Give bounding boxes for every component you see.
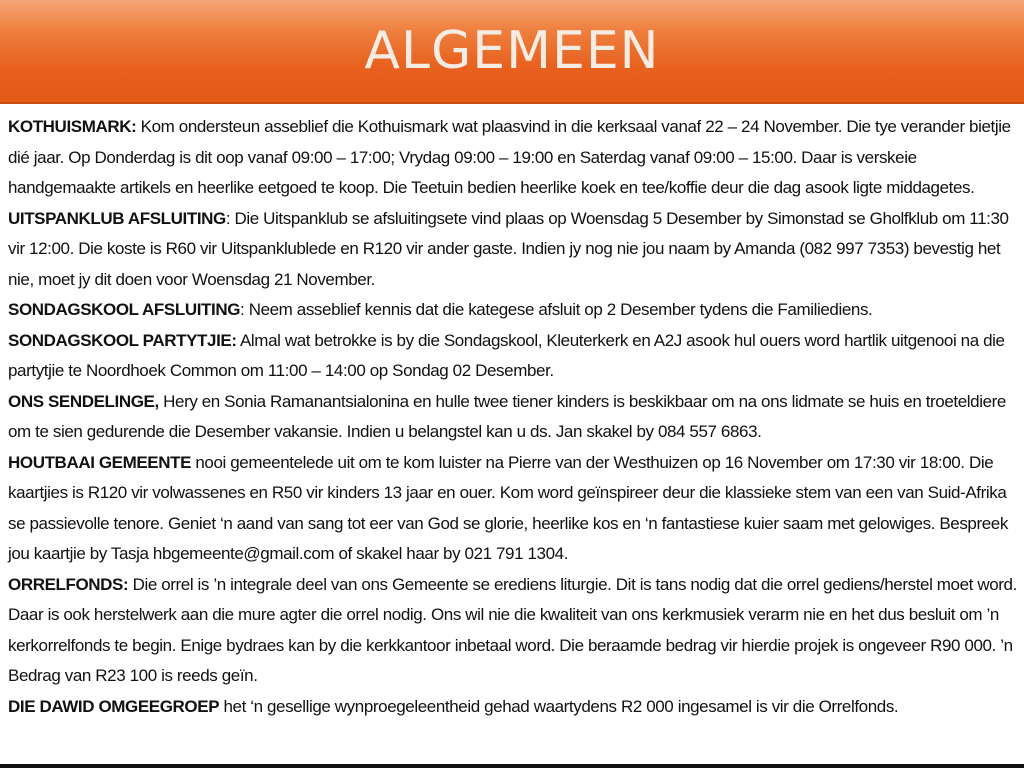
page-title: ALGEMEEN: [364, 21, 660, 81]
announcement-sondagskool-partytjie: [8, 326, 1018, 387]
announcement-heading: ORRELFONDS:: [8, 574, 129, 594]
title-banner: [0, 0, 1024, 104]
announcement-heading: DIE DAWID OMGEEGROEP: [8, 696, 220, 716]
announcement-text: nooi gemeentelede uit om te kom luister na Pierre van der Westhuizen op 16 November om 17:30 vir 18:00. Die kaartjies is R120 vir volwassenes en R50 vir kinders 13 jaar en ouer. Kom word geïnspireer deur die klassieke stem van een van Suid-Afrika se passievolle tenore. Geniet ‘n aand van sang tot eer van God se glorie, heerlike kos en ‘n fantastiese kuier saam met gelowiges. Bespreek jou kaartjie by Tasja hbgemeente@gmail.com of skakel haar by 021 791 1304.: [8, 452, 1008, 563]
announcement-heading: HOUTBAAI GEMEENTE: [8, 452, 192, 472]
announcement-houtbaai: [8, 448, 1018, 570]
announcement-text: : Die Uitspanklub se afsluitingsete vind plaas op Woensdag 5 Desember by Simonstad se Gholfklub om 11:30 vir 12:00. Die koste is R60 vir Uitspanklublede en R120 vir ander gaste. Indien jy nog nie jou naam by Amanda (082 997 7353) bevestig het nie, moet jy dit doen voor Woensdag 21 November.: [8, 208, 1009, 289]
bottom-divider: [0, 764, 1024, 768]
announcement-heading: SONDAGSKOOL PARTYTJIE:: [8, 330, 237, 350]
announcement-orrelfonds: [8, 570, 1018, 692]
announcements: [8, 112, 1018, 722]
announcement-uitspanklub: [8, 204, 1018, 296]
announcement-text: Hery en Sonia Ramanantsialonina en hulle twee tiener kinders is beskikbaar om na ons lidmate se huis en troeteldiere om te sien gedurende die Desember vakansie. Indien u belangstel kan u ds. Jan skakel by 084 557 6863.: [8, 391, 1006, 441]
announcement-text: Kom ondersteun asseblief die Kothuismark wat plaasvind in die kerksaal vanaf 22 – 24 November. Die tye verander bietjie dié jaar. Op Donderdag is dit oop vanaf 09:00 – 17:00; Vrydag 09:00 – 19:00 en Saterdag vanaf 09:00 – 15:00. Daar is verskeie handgemaakte artikels en heerlike eetgoed te koop. Die Teetuin bedien heerlike koek en tee/koffie deur die dag asook ligte middagetes.: [8, 117, 1011, 197]
announcement-heading: SONDAGSKOOL AFSLUITING: [8, 300, 241, 319]
announcement-text: : Neem asseblief kennis dat die kategese afsluit op 2 Desember tydens die Familiediens.: [240, 300, 873, 319]
announcement-dawid-omgeegroep: [8, 692, 1018, 723]
announcement-heading: ONS SENDELINGE,: [8, 391, 159, 411]
announcement-heading: KOTHUISMARK:: [8, 117, 137, 136]
announcement-text: Die orrel is ’n integrale deel van ons Gemeente se erediens liturgie. Dit is tans nodig dat die orrel gediens/herstel moet word. Daar is ook herstelwerk aan die mure agter die orrel nodig. Ons wil nie die kwaliteit van ons kerkmusiek verarm nie en het dus besluit om ’n kerkorrelfonds te begin. Enige bydraes kan by die kerkkantoor inbetaal word. Die beraamde bedrag vir hierdie projek is ongeveer R90 000. ’n Bedrag van R23 100 is reeds geïn.: [8, 574, 1017, 685]
announcement-sendelinge: [8, 387, 1018, 448]
announcement-text: het ‘n gesellige wynproegeleentheid gehad waartydens R2 000 ingesamel is vir die Orrelfonds.: [219, 696, 899, 716]
announcement-kothuismark: [8, 112, 1018, 204]
announcement-heading: UITSPANKLUB AFSLUITING: [8, 208, 226, 228]
announcement-text: Almal wat betrokke is by die Sondagskool, Kleuterkerk en A2J asook hul ouers word hartlik uitgenooi na die partytjie te Noordhoek Common om 11:00 – 14:00 op Sondag 02 Desember.: [8, 330, 1005, 380]
announcement-sondagskool-afsluiting: [8, 295, 1018, 326]
